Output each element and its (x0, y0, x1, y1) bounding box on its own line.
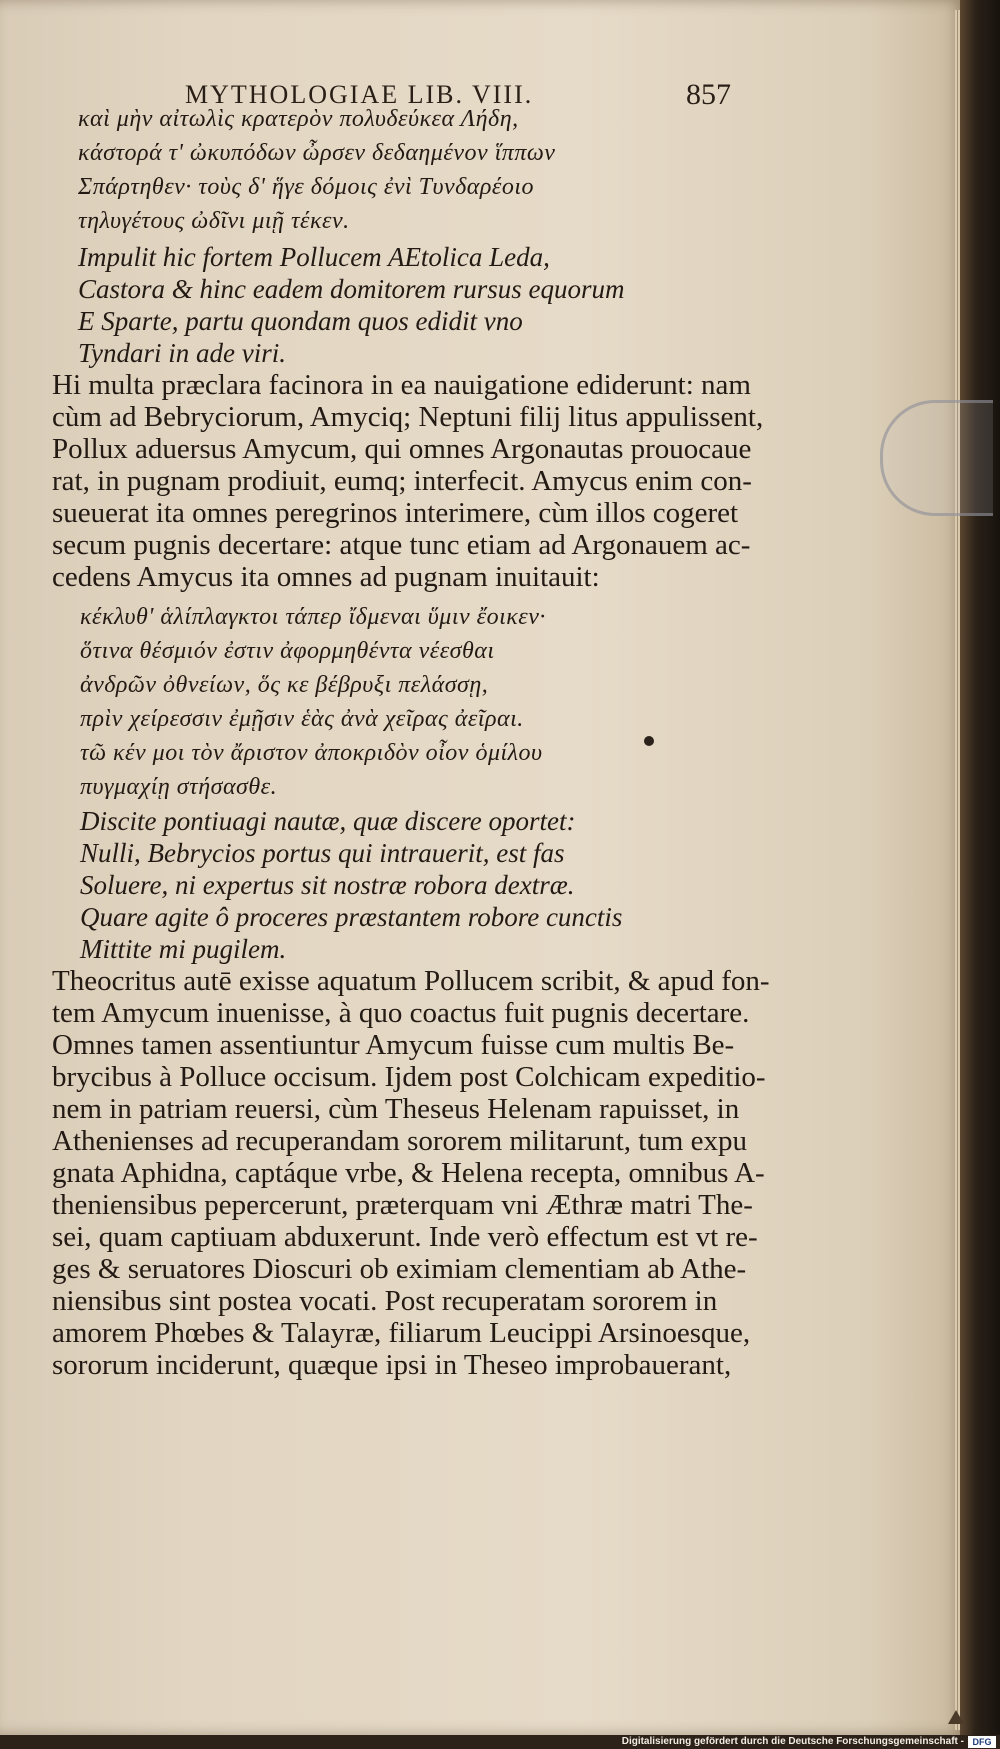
greek-verse-line: πρὶν χείρεσσιν ἐμῇσιν ἑὰς ἀνὰ χεῖρας ἀεῖραι. (80, 706, 524, 732)
prose-line: Omnes tamen assentiuntur Amycum fuisse cum multis Be- (52, 1029, 735, 1061)
prose-line: nem in patriam reuersi, cùm Theseus Helenam rapuisset, in (52, 1093, 740, 1125)
greek-verse-line: κάστορά τ' ὠκυπόδων ὦρσεν δεδαημένον ἵππων (78, 140, 556, 166)
latin-verse-line: Mittite mi pugilem. (80, 934, 287, 964)
greek-verse-line: τῶ κέν μοι τὸν ἄριστον ἀποκριδὸν οἶον ὁμίλου (80, 740, 543, 766)
prose-line: niensibus sint postea vocati. Post recuperatam sororem in (52, 1285, 718, 1317)
greek-verse-line: ὅτινα θέσμιόν ἐστιν ἀφορμηθέντα νέεσθαι (80, 638, 495, 664)
prose-line: Pollux aduersus Amycum, qui omnes Argonautas prouocaue (52, 433, 752, 465)
latin-verse-line: Quare agite ô proceres præstantem robore cunctis (80, 902, 623, 932)
greek-verse-line: πυγμαχίῃ στήσασθε. (80, 774, 278, 800)
dfg-logo: DFG (968, 1736, 996, 1748)
paper-clip-mark (880, 400, 993, 516)
prose-line: theniensibus pepercerunt, præterquam vni Æthræ matri The- (52, 1189, 753, 1221)
prose-line: amorem Phœbes & Talayræ, filiarum Leucippi Arsinoesque, (52, 1317, 751, 1349)
latin-verse-line: Impulit hic fortem Pollucem AEtolica Leda, (78, 242, 550, 272)
latin-verse-line: Nulli, Bebrycios portus qui intrauerit, est fas (80, 838, 565, 868)
prose-line: sueuerat ita omnes peregrinos interimere, cùm illos cogeret (52, 497, 739, 529)
latin-verse-line: Discite pontiuagi nautæ, quæ discere oportet: (80, 806, 576, 836)
prose-line: brycibus à Polluce occisum. Ijdem post Colchicam expeditio- (52, 1061, 766, 1093)
running-head: MYTHOLOGIAE LIB. VIII. (185, 80, 534, 109)
prose-line: ges & seruatores Dioscuri ob eximiam clementiam ab Athe- (52, 1253, 747, 1285)
prose-line: gnata Aphidna, captáque vrbe, & Helena recepta, omnibus A- (52, 1157, 765, 1189)
prose-line: cedens Amycus ita omnes ad pugnam inuitauit: (52, 561, 600, 593)
latin-verse-line: Tyndari in ade viri. (78, 338, 286, 368)
greek-verse-line: ἀνδρῶν ὀθνείων, ὅς κε βέβρυξι πελάσσῃ, (80, 672, 489, 698)
prose-line: Athenienses ad recuperandam sororem militarunt, tum expu (52, 1125, 747, 1157)
prose-line: cùm ad Bebryciorum, Amyciq; Neptuni filij litus appulissent, (52, 401, 764, 433)
prose-line: secum pugnis decertare: atque tunc etiam ad Argonauem ac- (52, 529, 751, 561)
prose-line: sei, quam captiuam abduxerunt. Inde verò effectum est vt re- (52, 1221, 758, 1253)
latin-verse-line: E Sparte, partu quondam quos edidit vno (78, 306, 523, 336)
greek-verse-line: Σπάρτηθεν· τοὺς δ' ἥγε δόμοις ἐνὶ Τυνδαρέοιο (78, 174, 535, 200)
prose-line: rat, in pugnam prodiuit, eumq; interfecit. Amycus enim con- (52, 465, 752, 497)
footer-credit: Digitalisierung gefördert durch die Deutsche Forschungsgemeinschaft - (621, 1736, 964, 1747)
prose-line: sororum inciderunt, quæque ipsi in Theseo improbauerant, (52, 1349, 732, 1381)
page-number: 857 (686, 78, 731, 111)
book-binding (960, 0, 1000, 1749)
prose-line: tem Amycum inuenisse, à quo coactus fuit pugnis decertare. (52, 997, 750, 1029)
latin-verse-line: Castora & hinc eadem domitorem rursus equorum (78, 274, 625, 304)
prose-line: Hi multa præclara facinora in ea nauigatione ediderunt: nam (52, 369, 751, 401)
latin-verse-line: Soluere, ni expertus sit nostræ robora dextræ. (80, 870, 575, 900)
corner-mark-icon (948, 1710, 964, 1724)
greek-verse-line: τηλυγέτους ὠδῖνι μιῇ τέκεν. (78, 208, 350, 234)
greek-verse-line: κέκλυθ' ἁλίπλαγκτοι τάπερ ἴδμεναι ὕμιν ἔοικεν· (80, 604, 546, 630)
ink-dot (644, 736, 654, 746)
greek-verse-line: καὶ μὴν αἰτωλὶς κρατερὸν πολυδεύκεα Λήδη, (78, 106, 519, 132)
prose-line: Theocritus autē exisse aquatum Pollucem scribit, & apud fon- (52, 965, 770, 997)
